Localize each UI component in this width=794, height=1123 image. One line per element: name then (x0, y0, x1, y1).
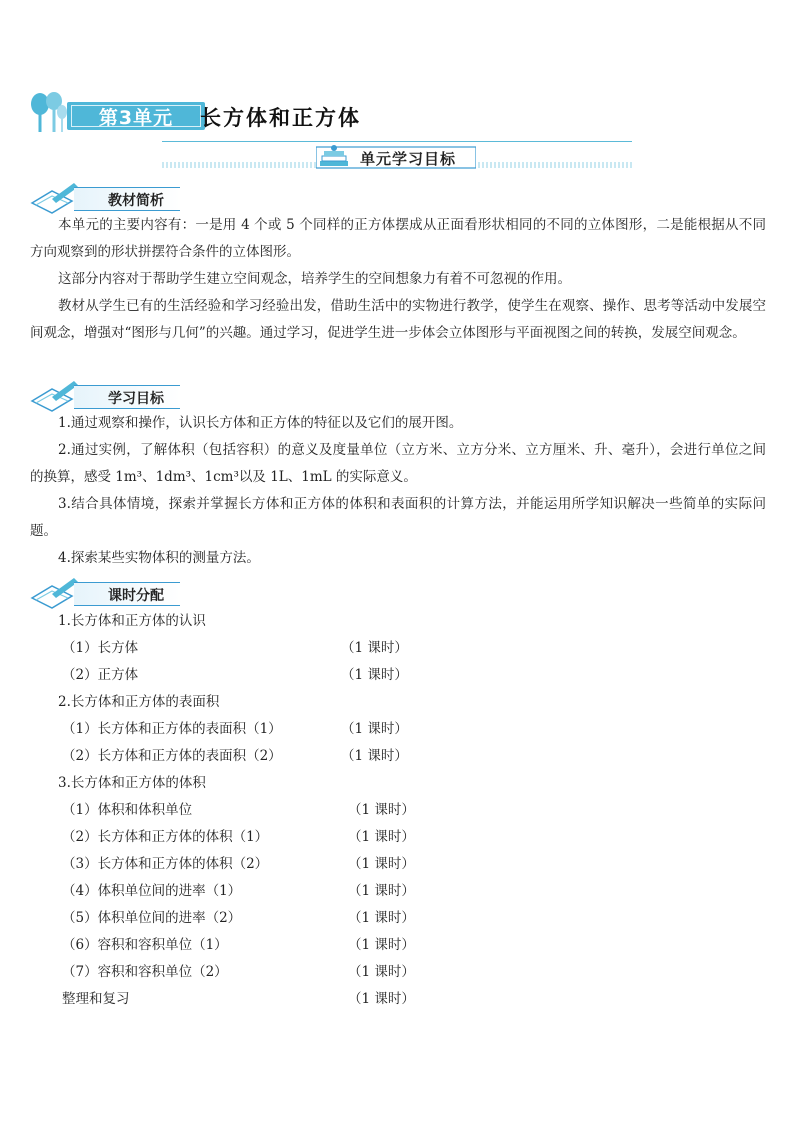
section-header-goals (30, 379, 190, 413)
section-header-schedule (30, 576, 190, 610)
pen-book-icon (30, 576, 80, 610)
lesson-name: （5）体积单位间的进率（2） (62, 910, 242, 926)
banner-text: 单元学习目标 (360, 150, 457, 168)
schedule-group-heading: 3.长方体和正方体的体积 (58, 775, 206, 791)
lesson-hours: （1 课时） (348, 829, 415, 845)
trees-icon (28, 92, 68, 134)
section-title: 教材简析 (108, 193, 164, 209)
section-title: 课时分配 (108, 588, 164, 604)
lesson-hours: （1 课时） (348, 937, 415, 953)
section-label (74, 187, 180, 211)
banner-top-line (162, 141, 632, 142)
unit-header (28, 92, 428, 134)
lesson-name: （4）体积单位间的进率（1） (62, 883, 242, 899)
lesson-name: （3）长方体和正方体的体积（2） (62, 856, 269, 872)
section-header-analysis (30, 181, 190, 215)
section-title: 学习目标 (108, 391, 164, 407)
section-label (74, 385, 180, 409)
lesson-name: （1）体积和体积单位 (62, 802, 193, 818)
unit-title: 长方体和正方体 (200, 106, 361, 130)
pen-book-icon (30, 181, 80, 215)
lesson-hours: （1 课时） (348, 910, 415, 926)
lesson-name: （2）长方体和正方体的表面积（2） (62, 748, 282, 764)
goal-item-2: 2.通过实例，了解体积（包括容积）的意义及度量单位（立方米、立方分米、立方厘米、升、毫升），会进行单位之间的换算，感受 1m³、1dm³、1cm³以及 1L、1mL 的实际意义。 (30, 442, 766, 485)
lesson-hours: （1 课时） (348, 964, 415, 980)
section-label (74, 582, 180, 606)
lesson-hours: （1 课时） (341, 667, 408, 683)
lesson-name: （2）正方体 (62, 667, 139, 683)
unit-label: 第3单元 (71, 105, 201, 127)
lesson-hours: （1 课时） (348, 883, 415, 899)
lesson-hours: （1 课时） (341, 640, 408, 656)
goal-item-1: 1.通过观察和操作，认识长方体和正方体的特征以及它们的展开图。 (58, 415, 463, 431)
lesson-name: （2）长方体和正方体的体积（1） (62, 829, 269, 845)
lesson-name: （1）长方体和正方体的表面积（1） (62, 721, 282, 737)
lesson-hours: （1 课时） (348, 856, 415, 872)
analysis-paragraph-1: 本单元的主要内容有：一是用 4 个或 5 个同样的正方体摆成从正面看形状相同的不同的立体图形，二是能根据从不同方向观察到的形状拼摆符合条件的立体图形。 (30, 217, 766, 260)
lesson-name: 整理和复习 (62, 991, 130, 1007)
pen-book-icon (30, 379, 80, 413)
lesson-name: （7）容积和容积单位（2） (62, 964, 228, 980)
unit-badge (67, 102, 205, 130)
lesson-hours: （1 课时） (341, 721, 408, 737)
analysis-paragraph-3: 教材从学生已有的生活经验和学习经验出发，借助生活中的实物进行教学，使学生在观察、操作、思考等活动中发展空间观念，增强对“图形与几何”的兴趣。通过学习，促进学生进一步体会立体图形与平面视图之间的转换，发展空间观念。 (30, 298, 766, 341)
lesson-name: （6）容积和容积单位（1） (62, 937, 228, 953)
lesson-hours: （1 课时） (341, 748, 408, 764)
schedule-group-heading: 2.长方体和正方体的表面积 (58, 694, 220, 710)
objectives-banner (162, 141, 632, 171)
lesson-hours: （1 课时） (348, 802, 415, 818)
lesson-name: （1）长方体 (62, 640, 139, 656)
analysis-paragraph-2: 这部分内容对于帮助学生建立空间观念，培养学生的空间想象力有着不可忽视的作用。 (58, 271, 571, 287)
goal-item-4: 4.探索某些实物体积的测量方法。 (58, 550, 260, 566)
lesson-hours: （1 课时） (348, 991, 415, 1007)
goal-item-3: 3.结合具体情境，探索并掌握长方体和正方体的体积和表面积的计算方法，并能运用所学知识解决一些简单的实际问题。 (30, 496, 766, 539)
schedule-group-heading: 1.长方体和正方体的认识 (58, 613, 206, 629)
